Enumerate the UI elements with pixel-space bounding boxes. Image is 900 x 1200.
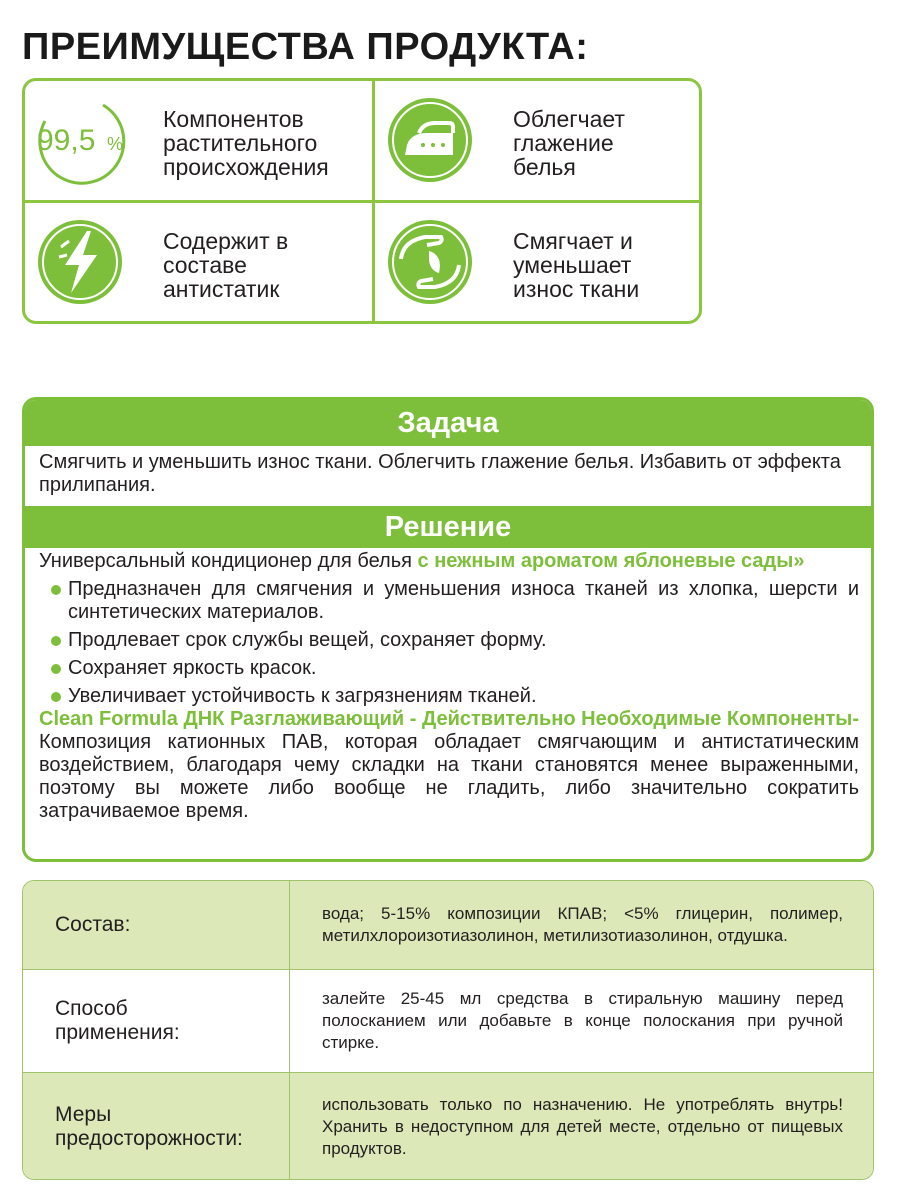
row-label: Способ применения: <box>55 997 180 1044</box>
solution-intro: Универсальный кондиционер для белья с нежным ароматом яблоневые сады» <box>39 550 805 572</box>
product-info-table <box>22 880 874 1180</box>
page-title: ПРЕИМУЩЕСТВА ПРОДУКТА: <box>22 26 589 68</box>
bullet-icon <box>51 585 61 595</box>
formula-highlight: Clean Formula ДНК Разглаживающий - Действительно Необходимые Компоненты- <box>39 708 859 730</box>
list-item: Сохраняет яркость красок. <box>39 657 859 680</box>
iron-icon <box>383 93 477 187</box>
task-text: Смягчить и уменьшить износ ткани. Облегчить глажение белья. Избавить от эффекта прилипания. <box>39 451 841 496</box>
hands-leaf-icon <box>383 215 477 309</box>
advantage-text: Облегчает глажение белья <box>513 106 625 180</box>
lightning-icon <box>33 215 127 309</box>
list-item: Предназначен для смягчения и уменьшения износа тканей из хлопка, шерсти и синтетических материалов. <box>39 578 859 624</box>
bullet-icon <box>51 692 61 702</box>
table-row <box>23 970 873 1072</box>
row-label: Состав: <box>55 913 131 936</box>
aroma-highlight: с нежным ароматом яблоневые сады» <box>417 550 805 572</box>
task-heading: Задача <box>25 400 871 446</box>
bullet-icon <box>51 636 61 646</box>
solution-heading: Решение <box>25 506 871 548</box>
task-solution-box <box>22 397 874 862</box>
advantage-text: Смягчает и уменьшает износ ткани <box>513 228 640 302</box>
advantage-soften <box>375 203 715 321</box>
advantage-ironing <box>375 81 715 199</box>
advantage-antistatic <box>25 203 365 321</box>
advantage-text: Компонентов растительного происхождения <box>163 106 329 180</box>
list-item: Увеличивает устойчивость к загрязнениям тканей. <box>39 685 859 708</box>
badge-value: 99,5 <box>37 124 96 157</box>
row-value: вода; 5-15% композиции КПАВ; <5% глицерин, полимер, метилхлороизотиазолинон, метилизотиазолинон, отдушка. <box>322 904 843 945</box>
row-value: использовать только по назначению. Не употреблять внутрь! Хранить в недоступном для детей месте, отдельно от пищевых продуктов. <box>322 1095 843 1158</box>
table-row <box>23 881 873 969</box>
advantage-plant-components <box>25 81 365 199</box>
advantage-text: Содержит в составе антистатик <box>163 228 289 302</box>
row-label: Меры предосторожности: <box>55 1103 243 1150</box>
row-value: залейте 25-45 мл средства в стиральную машину перед полосканием или добавьте в конце полоскания при ручной стирке. <box>322 989 843 1052</box>
table-row <box>23 1073 873 1180</box>
formula-paragraph: Clean Formula ДНК Разглаживающий - Действительно Необходимые Компоненты- Композиция катионных ПАВ, которая обладает смягчающим и антистатическим воздействием, благодаря чему складки на ткани становятся менее выраженными, поэтому вы можете либо вообще не гладить, либо значительно сократить затрачиваемое время. <box>39 708 859 822</box>
solution-body <box>39 550 859 823</box>
advantages-grid <box>22 78 702 324</box>
list-item: Продлевает срок службы вещей, сохраняет форму. <box>39 629 859 652</box>
badge-unit: % <box>107 134 124 154</box>
bullet-icon <box>51 664 61 674</box>
percent-ring-icon <box>33 93 127 187</box>
